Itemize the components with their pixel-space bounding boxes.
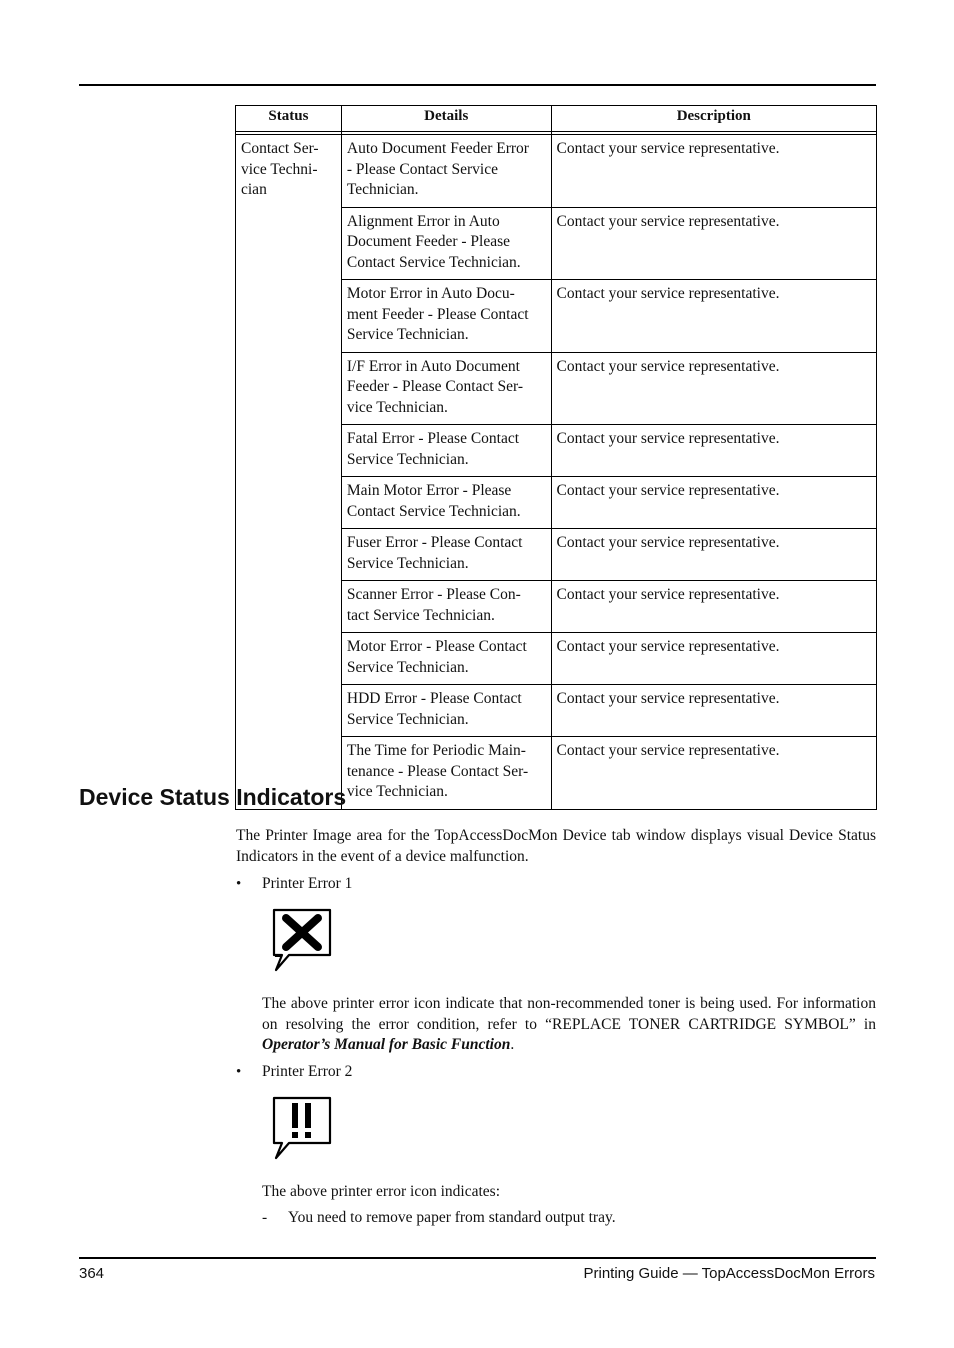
details-cell: The Time for Periodic Main- tenance - Please Contact Ser- vice Technician. (341, 737, 551, 810)
printer-error-1-description: The above printer error icon indicate that non-recommended toner is being used. For information on resolving the error condition, refer to “REPLACE TONER CARTRIDGE SYMBOL” in Operator’s Manual for Basic Function. (262, 995, 876, 1053)
details-cell: Motor Error in Auto Docu- ment Feeder - Please Contact Service Technician. (341, 280, 551, 353)
bullet-label: Printer Error 1 (262, 875, 353, 892)
page-number: 364 (79, 1265, 105, 1282)
column-header-description: Description (551, 106, 876, 132)
dash-list-item: - You need to remove paper from standard output tray. (262, 1209, 616, 1226)
bullet-printer-error-1 (236, 874, 352, 894)
column-header-status: Status (236, 106, 342, 132)
description-cell: Contact your service representative. (551, 581, 876, 633)
bullet-marker: • (236, 876, 242, 892)
details-cell: Auto Document Feeder Error - Please Contact Service Technician. (341, 135, 551, 208)
description-cell: Contact your service representative. (551, 737, 876, 810)
details-cell: Main Motor Error - Please Contact Service Technician. (341, 477, 551, 529)
header-rule (79, 84, 876, 86)
column-header-details: Details (341, 106, 551, 132)
running-title: Printing Guide — TopAccessDocMon Errors (583, 1265, 875, 1282)
details-cell: Alignment Error in Auto Document Feeder - Please Contact Service Technician. (341, 207, 551, 280)
description-cell: Contact your service representative. (551, 352, 876, 425)
status-cell: Contact Ser- vice Techni- cian (236, 135, 342, 810)
bullet-printer-error-2 (236, 1062, 352, 1082)
details-cell: Scanner Error - Please Con- tact Service Technician. (341, 581, 551, 633)
printer-error-2-description: The above printer error icon indicates: (262, 1183, 500, 1200)
intro-paragraph: The Printer Image area for the TopAccessDocMon Device tab window displays visual Device Status Indicators in the event of a device malfunction. (236, 827, 876, 865)
details-cell: Fuser Error - Please Contact Service Technician. (341, 529, 551, 581)
description-cell: Contact your service representative. (551, 425, 876, 477)
dash-marker: - (262, 1209, 268, 1226)
footer-rule (79, 1257, 876, 1259)
description-cell: Contact your service representative. (551, 529, 876, 581)
section-title: Device Status Indicators (79, 784, 347, 810)
details-cell: HDD Error - Please Contact Service Technician. (341, 685, 551, 737)
table-row (236, 135, 877, 208)
double-exclamation-speech-icon (271, 1095, 333, 1168)
details-cell: I/F Error in Auto Document Feeder - Please Contact Ser- vice Technician. (341, 352, 551, 425)
description-cell: Contact your service representative. (551, 207, 876, 280)
manual-title: Operator’s Manual for Basic Function (262, 1036, 511, 1053)
bullet-marker: • (236, 1064, 242, 1080)
x-error-speech-icon (271, 907, 333, 980)
error-status-table (235, 105, 877, 810)
bullet-label: Printer Error 2 (262, 1063, 353, 1080)
description-cell: Contact your service representative. (551, 135, 876, 208)
description-cell: Contact your service representative. (551, 477, 876, 529)
description-cell: Contact your service representative. (551, 280, 876, 353)
details-cell: Motor Error - Please Contact Service Technician. (341, 633, 551, 685)
table-header-row (236, 106, 877, 132)
description-cell: Contact your service representative. (551, 633, 876, 685)
description-cell: Contact your service representative. (551, 685, 876, 737)
details-cell: Fatal Error - Please Contact Service Technician. (341, 425, 551, 477)
